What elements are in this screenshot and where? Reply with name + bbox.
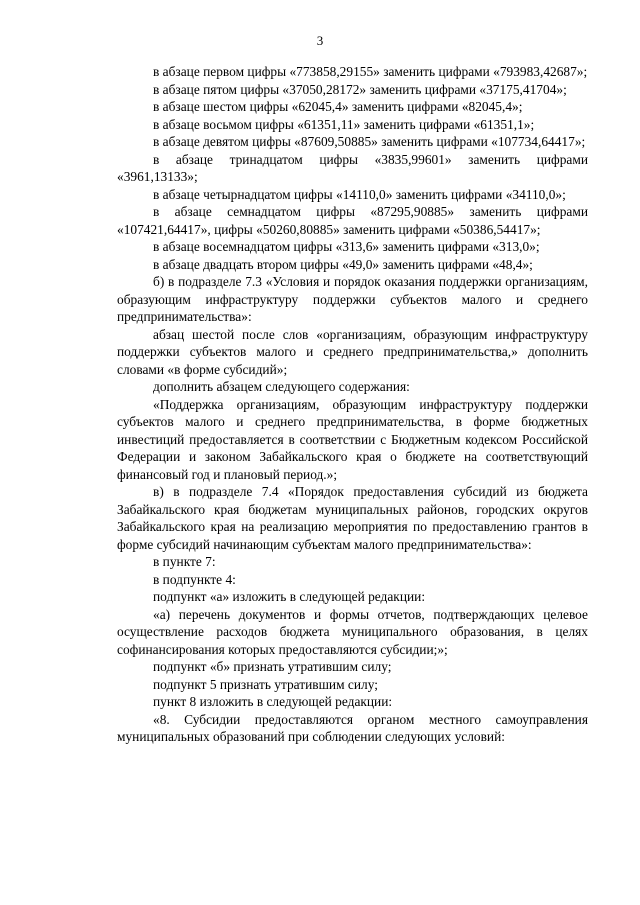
paragraph-8: в абзаце семнадцатом цифры «87295,90885» заменить цифрами «107421,64417», цифры «50260,80885» заменить цифрами «50386,54417»; <box>117 204 588 237</box>
paragraph-4: в абзаце восьмом цифры «61351,11» заменить цифрами «61351,1»; <box>153 116 535 132</box>
paragraph-23: «8. Субсидии предоставляются органом местного самоуправления муниципальных образований при соблюдении следующих условий: <box>117 711 588 744</box>
paragraph-18: подпункт «а» изложить в следующей редакции: <box>153 589 426 604</box>
paragraph-9: в абзаце восемнадцатом цифры «313,6» заменить цифрами «313,0»; <box>153 239 540 254</box>
paragraph-1: в абзаце первом цифры «773858,29155» заменить цифрами «793983,42687»; <box>153 64 588 79</box>
paragraph-10: в абзаце двадцать втором цифры «49,0» заменить цифрами «48,4»; <box>153 256 533 272</box>
paragraph-14: «Поддержка организациям, образующим инфраструктуру поддержки субъектов малого и среднего предпринимательства, в форме бюджетных инвестиций предоставляется в соответствии с Бюджетным кодексом Российской Федерации и законом Забайкальского края о бюджете на соответствующий финансовый год и плановый период.»; <box>117 396 588 482</box>
page-number: 3 <box>316 33 324 48</box>
paragraph-16: в пункте 7: <box>153 554 216 569</box>
paragraph-5: в абзаце девятом цифры «87609,50885» заменить цифрами «107734,64417»; <box>153 134 586 149</box>
paragraph-20: подпункт «б» признать утратившим силу; <box>153 659 392 674</box>
paragraph-2: в абзаце пятом цифры «37050,28172» заменить цифрами «37175,41704»; <box>153 81 567 97</box>
paragraph-12: абзац шестой после слов «организациям, образующим инфраструктуру поддержки субъектов малого и среднего предпринимательства,» дополнить словами «в форме субсидий»; <box>117 326 588 377</box>
paragraph-11: б) в подразделе 7.3 «Условия и порядок оказания поддержки организациям, образующим инфраструктуру поддержки субъектов малого и среднего предпринимательства»: <box>117 274 588 324</box>
paragraph-17: в подпункте 4: <box>153 571 236 587</box>
paragraph-13: дополнить абзацем следующего содержания: <box>153 379 410 394</box>
paragraph-19: «а) перечень документов и формы отчетов, подтверждающих целевое осуществление расходов бюджета муниципального образования, в целях софинансирования которых предоставляются субсидии;»; <box>117 606 588 657</box>
paragraph-21: подпункт 5 признать утратившим силу; <box>153 676 378 692</box>
paragraph-7: в абзаце четырнадцатом цифры «14110,0» заменить цифрами «34110,0»; <box>153 186 566 202</box>
document-body <box>117 63 588 746</box>
paragraph-6: в абзаце тринадцатом цифры «3835,99601» заменить цифрами «3961,13133»; <box>117 151 588 184</box>
paragraph-15: в) в подразделе 7.4 «Порядок предоставления субсидий из бюджета Забайкальского края бюджетам муниципальных районов, городских округов Забайкальского края на реализацию мероприятия по предоставлению грантов в форме субсидий начинающим субъектам малого предпринимательства»: <box>117 484 588 552</box>
paragraph-3: в абзаце шестом цифры «62045,4» заменить цифрами «82045,4»; <box>153 99 523 114</box>
paragraph-22: пункт 8 изложить в следующей редакции: <box>153 694 393 709</box>
